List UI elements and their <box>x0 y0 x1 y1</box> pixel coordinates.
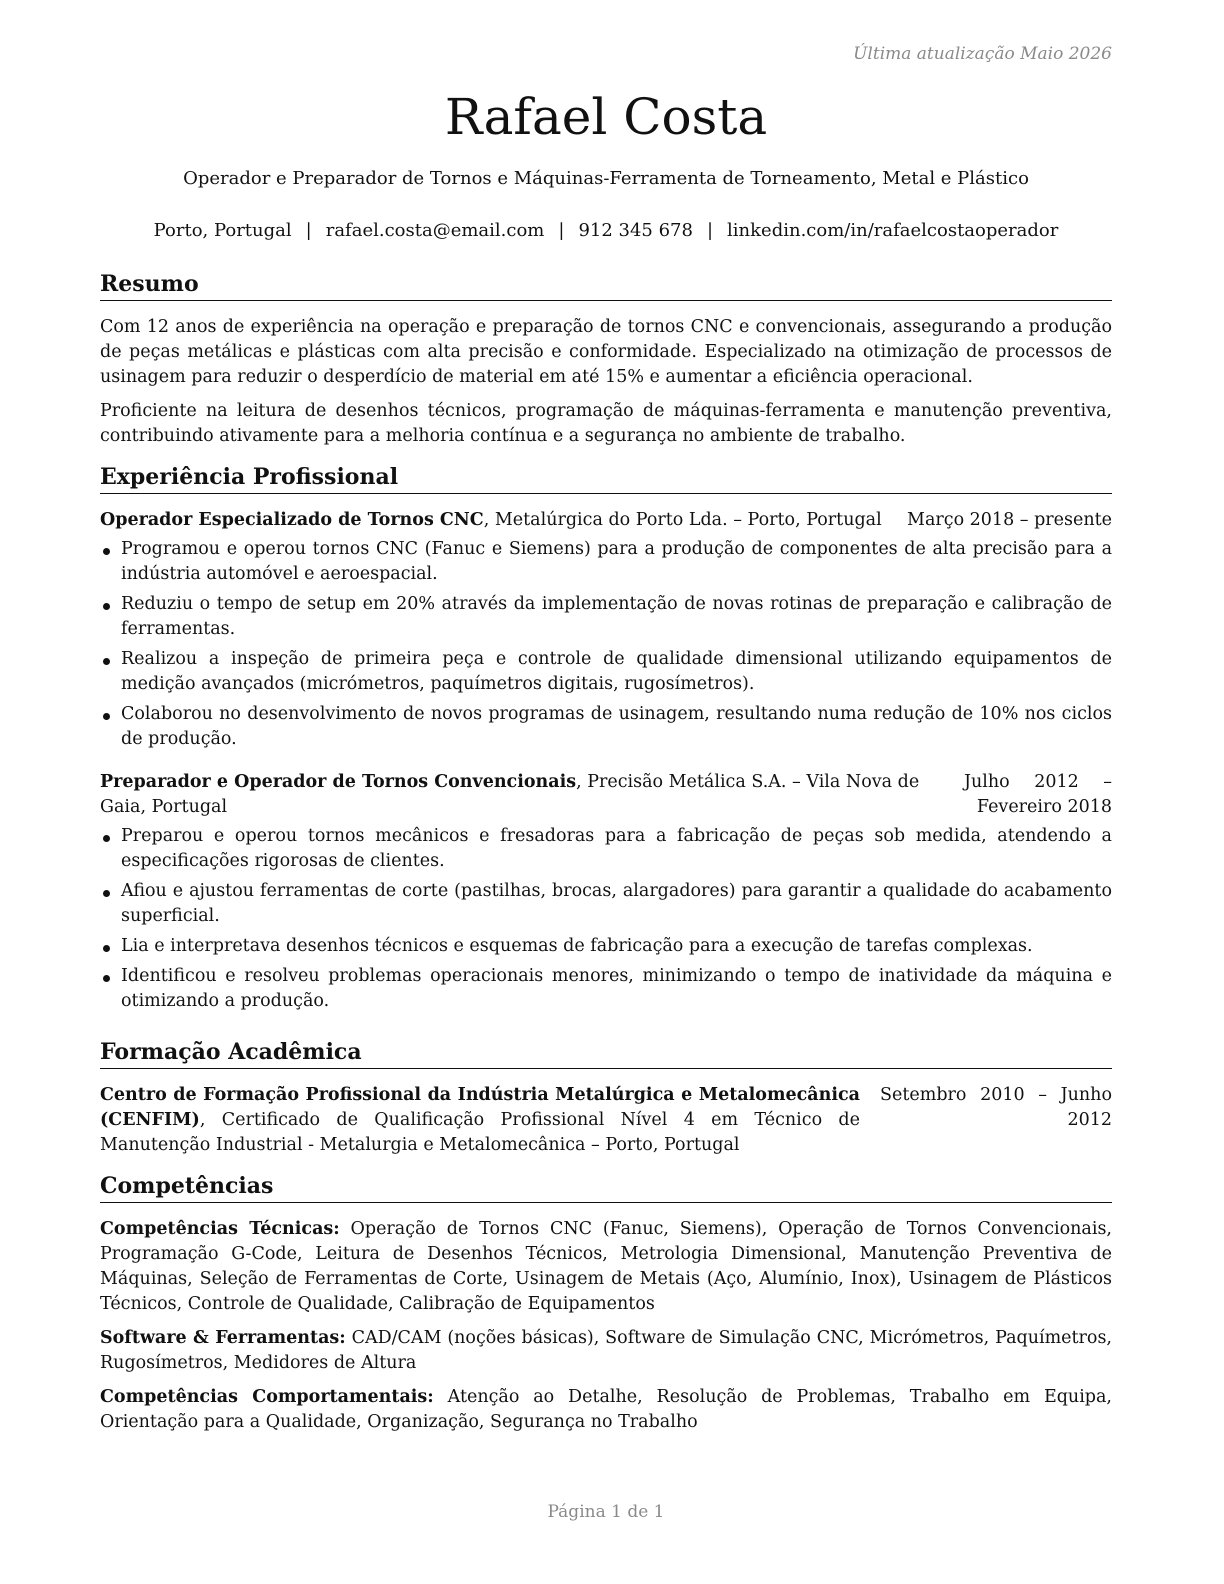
bullet-icon <box>103 835 110 842</box>
bullet-text: Reduziu o tempo de setup em 20% através da implementação de novas rotinas de preparação e calibração de ferramentas. <box>121 594 1112 639</box>
bullet-icon <box>103 945 110 952</box>
page-number: Página 1 de 1 <box>547 1502 665 1522</box>
list-item <box>100 934 1112 959</box>
contact-separator: | <box>305 220 312 241</box>
list-item <box>100 647 1112 697</box>
list-item <box>100 824 1112 874</box>
job-entry <box>100 770 1112 1014</box>
contact-location: Porto, Portugal <box>153 220 292 241</box>
education-section <box>100 1038 1112 1158</box>
resume-page <box>100 0 1112 1584</box>
contact-email[interactable]: rafael.costa@email.com <box>325 220 545 241</box>
contact-line <box>100 220 1112 241</box>
bullet-icon <box>103 713 110 720</box>
job-company: , Metalúrgica do Porto Lda. – Porto, Portugal <box>483 510 882 530</box>
skill-group-software <box>100 1326 1112 1376</box>
headline: Operador e Preparador de Tornos e Máquinas-Ferramenta de Torneamento, Metal e Plástico <box>183 168 1029 189</box>
summary-section <box>100 270 1112 458</box>
job-role: Operador Especializado de Tornos CNC <box>100 510 484 530</box>
list-item <box>100 964 1112 1014</box>
skill-label: Competências Técnicas: <box>100 1219 340 1239</box>
job-header <box>100 508 1112 533</box>
skill-label: Software & Ferramentas: <box>100 1328 346 1348</box>
section-title-skills: Competências <box>100 1172 1112 1203</box>
list-item <box>100 702 1112 752</box>
job-header <box>100 770 1112 820</box>
skill-text: Operação de Tornos CNC (Fanuc, Siemens), Operação de Tornos Convencionais, Programação G-Code, Leitura de Desenhos Técnicos, Metrologia Dimensional, Manutenção Preventiva de Máquinas, Seleção de Ferramentas de Corte, Usinagem de Metais (Aço, Alumínio, Inox), Usinagem de Plásticos Técnicos, Controle de Qualidade, Calibração de Equipamentos <box>100 1219 1112 1314</box>
education-text <box>100 1083 880 1158</box>
last-updated: Última atualização Maio 2026 <box>853 44 1112 64</box>
bullet-text: Afiou e ajustou ferramentas de corte (pastilhas, brocas, alargadores) para garantir a qualidade do acabamento superficial. <box>121 881 1112 926</box>
job-company: , Precisão Metálica S.A. – Vila Nova de Gaia, Portugal <box>100 772 920 817</box>
education-detail: , Certificado de Qualificação Profissional Nível 4 em Técnico de Manutenção Industrial - Metalurgia e Metalomecânica – Porto, Portugal <box>100 1110 860 1155</box>
skill-group-behavioral <box>100 1385 1112 1435</box>
contact-separator: | <box>558 220 565 241</box>
summary-paragraph: Com 12 anos de experiência na operação e preparação de tornos CNC e convencionais, assegurando a produção de peças metálicas e plásticas com alta precisão e conformidade. Especializado na otimização de processos de usinagem para reduzir o desperdício de material em até 15% e aumentar a eficiência operacional. <box>100 317 1112 387</box>
job-dates: Julho 2012 – Fevereiro 2018 <box>964 772 1112 817</box>
bullet-text: Identificou e resolveu problemas operacionais menores, minimizando o tempo de inatividade da máquina e otimizando a produção. <box>121 966 1112 1011</box>
bullet-text: Realizou a inspeção de primeira peça e controle de qualidade dimensional utilizando equipamentos de medição avançados (micrómetros, paquímetros digitais, rugosímetros). <box>121 649 1112 694</box>
job-dates: Março 2018 – presente <box>907 510 1112 530</box>
bullet-text: Lia e interpretava desenhos técnicos e esquemas de fabricação para a execução de tarefas complexas. <box>121 936 1033 956</box>
candidate-name: Rafael Costa <box>444 88 768 146</box>
skill-group-technical <box>100 1217 1112 1317</box>
skill-text: Atenção ao Detalhe, Resolução de Problemas, Trabalho em Equipa, Orientação para a Qualidade, Organização, Segurança no Trabalho <box>100 1387 1112 1432</box>
summary-paragraph: Proficiente na leitura de desenhos técnicos, programação de máquinas-ferramenta e manutenção preventiva, contribuindo ativamente para a melhoria contínua e a segurança no ambiente de trabalho. <box>100 401 1112 446</box>
skills-section <box>100 1172 1112 1444</box>
list-item <box>100 537 1112 587</box>
section-title-education: Formação Acadêmica <box>100 1038 1112 1069</box>
bullet-icon <box>103 658 110 665</box>
bullet-text: Programou e operou tornos CNC (Fanuc e Siemens) para a produção de componentes de alta precisão para a indústria automóvel e aeroespacial. <box>121 539 1112 584</box>
skill-text: CAD/CAM (noções básicas), Software de Simulação CNC, Micrómetros, Paquímetros, Rugosímetros, Medidores de Altura <box>100 1328 1112 1373</box>
experience-section <box>100 463 1112 1019</box>
list-item <box>100 879 1112 929</box>
education-entry <box>100 1083 1112 1158</box>
list-item <box>100 592 1112 642</box>
job-title-line <box>100 508 907 533</box>
job-bullets <box>100 824 1112 1014</box>
section-title-experience: Experiência Profissional <box>100 463 1112 494</box>
education-institution: Centro de Formação Profissional da Indústria Metalúrgica e Metalomecânica (CENFIM) <box>100 1085 860 1130</box>
bullet-text: Colaborou no desenvolvimento de novos programas de usinagem, resultando numa redução de 10% nos ciclos de produção. <box>121 704 1112 749</box>
education-dates: Setembro 2010 – Junho 2012 <box>880 1085 1112 1130</box>
job-role: Preparador e Operador de Tornos Convencionais <box>100 772 577 792</box>
job-entry <box>100 508 1112 752</box>
bullet-icon <box>103 548 110 555</box>
bullet-icon <box>103 603 110 610</box>
job-bullets <box>100 537 1112 752</box>
contact-separator: | <box>706 220 714 241</box>
bullet-text: Preparou e operou tornos mecânicos e fresadoras para a fabricação de peças sob medida, atendendo a especificações rigorosas de clientes. <box>121 826 1112 871</box>
section-title-summary: Resumo <box>100 270 1112 301</box>
skill-label: Competências Comportamentais: <box>100 1387 434 1407</box>
bullet-icon <box>103 975 110 982</box>
contact-phone: 912 345 678 <box>578 220 693 241</box>
job-title-line <box>100 770 964 820</box>
bullet-icon <box>103 890 110 897</box>
contact-linkedin[interactable]: linkedin.com/in/rafaelcostaoperador <box>727 220 1059 241</box>
